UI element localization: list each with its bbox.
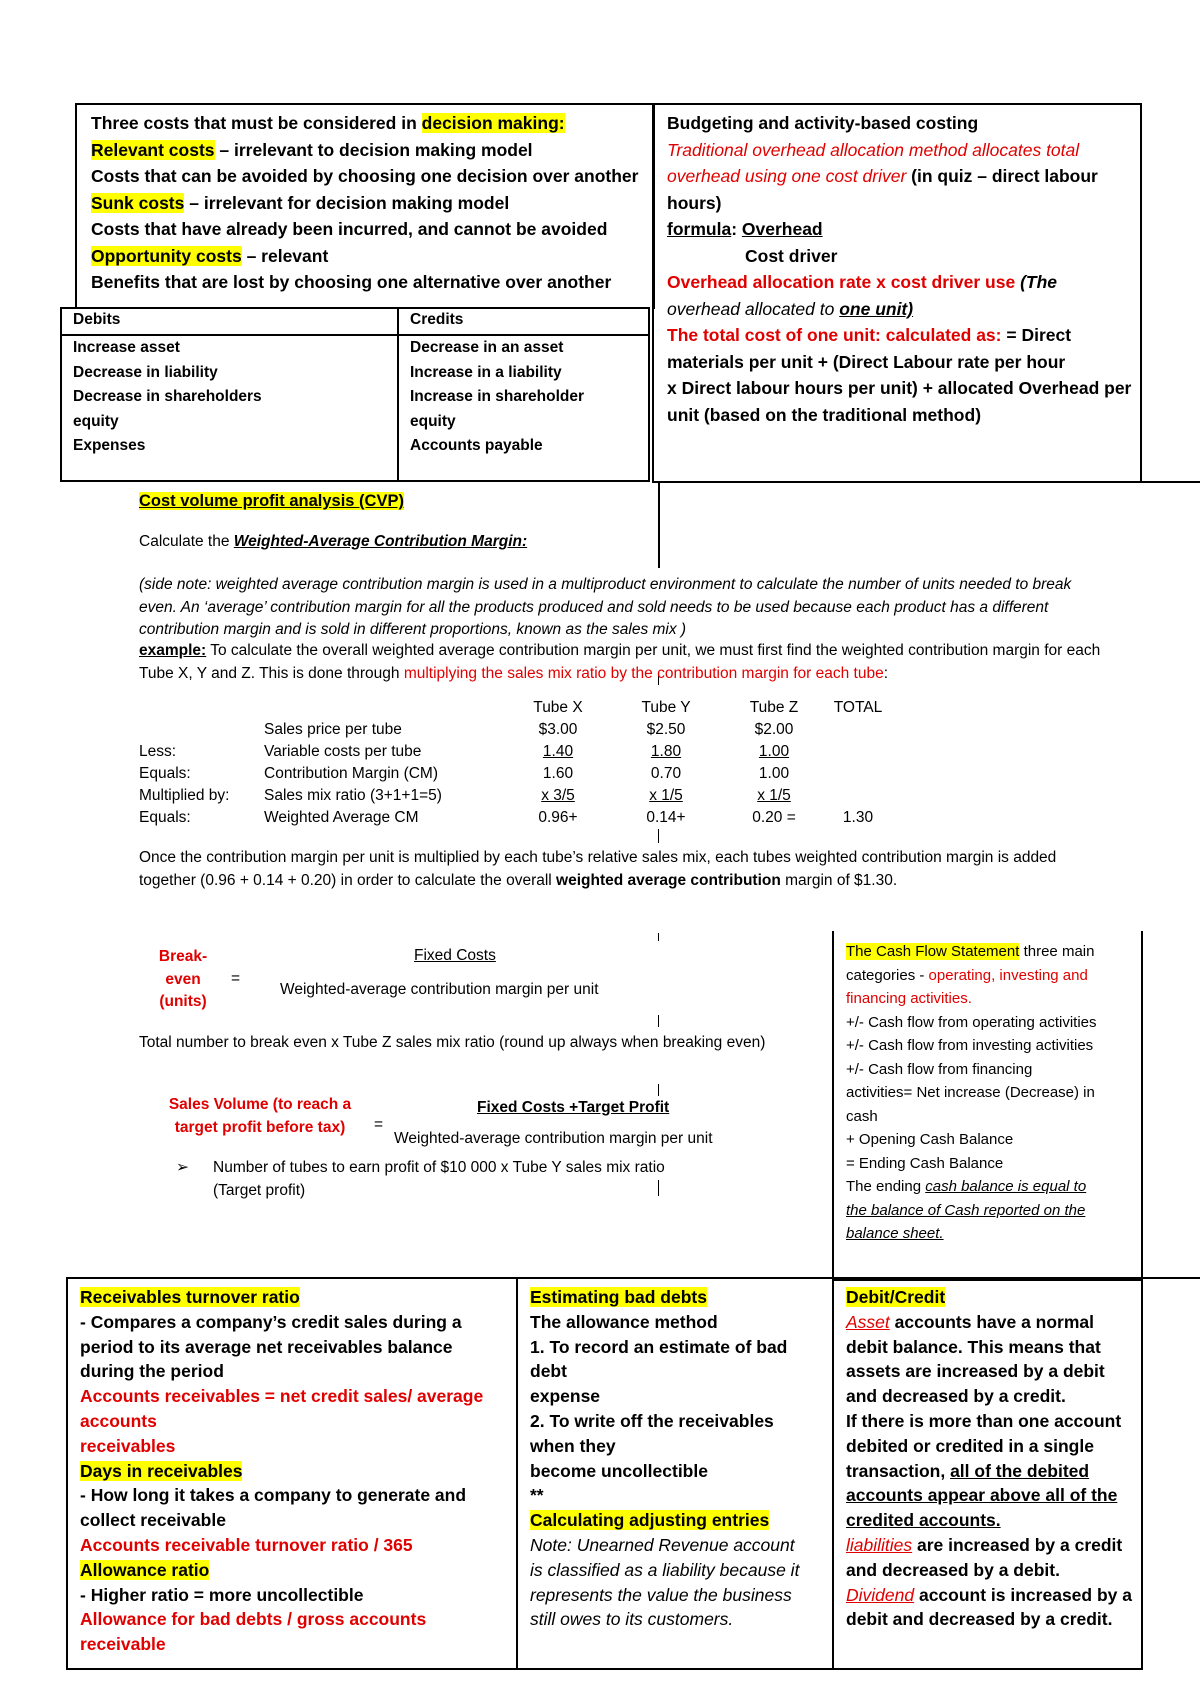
bad-debts-l4: expense — [530, 1386, 601, 1407]
cash-flow-l12: the balance of Cash reported on the — [846, 1201, 1086, 1219]
table-cell: $2.50 — [646, 721, 686, 738]
cvp-calc-b: Weighted-Average Contribution Margin: — [233, 533, 528, 550]
cash-flow-l9: + Opening Cash Balance — [846, 1131, 1014, 1148]
decision-l2b: – irrelevant to decision making model — [214, 139, 533, 160]
formula-label: formula — [667, 219, 732, 239]
column-mark — [658, 1015, 659, 1027]
breakeven-numerator: Fixed Costs — [414, 947, 496, 964]
budgeting-l2: Traditional overhead allocation method allocates total — [667, 139, 1080, 160]
cvp-ex2a: Tube X, Y and Z. This is done through — [139, 664, 404, 682]
table-cell: Contribution Margin (CM) — [264, 765, 438, 782]
table-cell: Equals: — [139, 809, 191, 826]
credit-item: Increase in shareholder — [410, 388, 585, 405]
budgeting-l12: unit (based on the traditional method) — [667, 404, 982, 425]
debit-credit-dividend: Dividend — [846, 1584, 915, 1605]
receivables-l2: period to its average net receivables balance — [80, 1336, 453, 1357]
credit-item: Increase in a liability — [410, 363, 562, 381]
budgeting-l9b: = Direct — [1006, 325, 1072, 345]
cash-flow-l7: activities= Net increase (Decrease) in — [846, 1084, 1095, 1101]
opportunity-costs: Opportunity costs — [91, 245, 242, 266]
debit-item: Expenses — [73, 437, 146, 454]
debit-item: Decrease in liability — [73, 363, 218, 381]
decision-l6b: – relevant — [241, 245, 329, 266]
table-cell: x 1/5 — [649, 787, 683, 804]
debit-credit-liabilities: liabilities — [846, 1534, 913, 1555]
credit-item: Accounts payable — [410, 437, 543, 454]
budgeting-l7a: Overhead allocation rate x cost driver use — [667, 272, 1021, 292]
table-cell: 0.20 = — [752, 809, 796, 826]
receivables-l7: - How long it takes a company to generate and — [80, 1485, 467, 1506]
table-cell: Equals: — [139, 765, 191, 782]
debit-credit-l10b: are increased by a credit — [912, 1534, 1123, 1555]
credit-item: equity — [410, 412, 456, 430]
cvp-title — [139, 490, 404, 512]
table-row — [139, 807, 888, 829]
debit-credit-l2: debit balance. This means that — [846, 1336, 1101, 1357]
table-cell: 1.00 — [758, 743, 790, 760]
cvp-side-note — [139, 574, 1071, 642]
sunk-costs: Sunk costs — [91, 192, 185, 213]
receivables-l5: accounts — [80, 1410, 157, 1431]
budgeting-l10: materials per unit + (Direct Labour rate per hour — [667, 351, 1066, 372]
sales-volume-bullet — [213, 1157, 665, 1202]
sales-volume-label1: Sales Volume (to reach a — [168, 1096, 352, 1113]
table-cell — [828, 763, 888, 785]
bad-debts-n2: is classified as a liability because it — [530, 1559, 800, 1580]
debit-credit-h1: Debit/Credit — [846, 1287, 946, 1307]
budgeting-l7b: (The — [1020, 272, 1058, 292]
table-row — [139, 785, 888, 807]
column-separator — [658, 483, 660, 568]
table-cell: 0.96+ — [538, 809, 578, 826]
table-cell: 1.30 — [842, 809, 874, 826]
receivables-l9: Accounts receivable turnover ratio / 365 — [80, 1534, 413, 1555]
cash-flow-l4: +/- Cash flow from operating activities — [846, 1013, 1097, 1031]
table-column-divider — [397, 307, 399, 482]
cvp-ex2c: : — [883, 664, 889, 682]
table-header-cell: TOTAL — [833, 699, 883, 716]
table-cell: 1.60 — [542, 765, 574, 782]
budgeting-l4: hours) — [667, 192, 722, 213]
table-header-cell — [139, 697, 264, 719]
table-row — [139, 763, 888, 785]
debit-credit-l3: assets are increased by a debit — [846, 1361, 1105, 1382]
budgeting-l8a: overhead allocated to — [667, 298, 840, 319]
table-cell: 1.80 — [650, 743, 682, 760]
table-cell: $2.00 — [754, 721, 794, 738]
cash-flow-title: The Cash Flow Statement — [846, 943, 1020, 960]
cvp-calc-a: Calculate the — [139, 533, 234, 550]
formula-cost-driver: Cost driver — [745, 245, 838, 266]
bad-debts-l7: become uncollectible — [530, 1460, 708, 1481]
decision-l7: Benefits that are lost by choosing one alternative over another — [91, 272, 612, 292]
sales-volume-denominator: Weighted-average contribution margin per unit — [394, 1130, 713, 1147]
bad-debts-l8: ** — [530, 1485, 544, 1506]
debit-credit-l13: debit and decreased by a credit. — [846, 1609, 1113, 1630]
bottom-row-extension — [1142, 1277, 1200, 1279]
cvp-example — [139, 640, 1100, 685]
table-header-cell: Tube Z — [749, 699, 799, 716]
table-cell: 0.14+ — [646, 809, 686, 826]
table-cell: 1.00 — [758, 765, 790, 782]
cvp-note1: (side note: weighted average contribution margin is used in a multiproduct environment to calculate the number of units needed to break — [139, 576, 1072, 593]
debit-credit-l8: accounts appear above all of the — [846, 1485, 1118, 1506]
bad-debts-l5: 2. To write off the receivables — [530, 1410, 774, 1431]
budgeting-l8b: one unit) — [839, 298, 914, 319]
cash-flow-l2a: categories - — [846, 966, 929, 984]
debits-header: Debits — [73, 311, 121, 328]
breakeven-label3: (units) — [159, 993, 207, 1010]
bad-debts-n4: still owes to its customers. — [530, 1609, 734, 1630]
sales-volume-label2: target profit before tax) — [174, 1118, 346, 1136]
table-cell: Less: — [139, 743, 177, 760]
table-cell: Variable costs per tube — [264, 743, 422, 760]
budgeting-text — [667, 110, 1131, 428]
column-mark — [658, 829, 659, 843]
breakeven-label — [148, 946, 218, 1014]
table-row — [139, 741, 888, 763]
receivables-l10: - Higher ratio = more uncollectible — [80, 1584, 364, 1605]
table-cell: Sales price per tube — [264, 721, 402, 738]
table-header-cell: Tube X — [533, 699, 583, 716]
table-cell: x 3/5 — [541, 787, 575, 804]
cvp-once1: Once the contribution margin per unit is multiplied by each tube’s relative sales mix, each tubes weighted contribution margin is added — [139, 849, 1057, 866]
bad-debts-l2: 1. To record an estimate of bad — [530, 1336, 788, 1357]
bad-debts-l1: The allowance method — [530, 1311, 718, 1332]
cvp-ex2b: multiplying the sales mix ratio by the contribution margin for each tube — [403, 664, 884, 682]
sales-volume-bullet-icon: ➢ — [176, 1159, 189, 1176]
receivables-l8: collect receivable — [80, 1510, 226, 1531]
credits-header: Credits — [410, 311, 464, 328]
decision-l5: Costs that have already been incurred, and cannot be avoided — [91, 219, 608, 239]
formula-overhead: Overhead — [741, 219, 823, 239]
table-cell — [828, 741, 888, 763]
cash-flow-l10: = Ending Cash Balance — [846, 1154, 1004, 1172]
credit-item: Decrease in an asset — [410, 339, 564, 356]
cvp-once2b: weighted average contribution — [556, 871, 781, 889]
sales-volume-bullet1: Number of tubes to earn profit of $10 000 x Tube Y sales mix ratio — [213, 1159, 665, 1176]
debits-list — [73, 336, 262, 459]
debit-credit-text — [846, 1285, 1132, 1632]
table-cell: Sales mix ratio (3+1+1=5) — [264, 787, 442, 804]
cash-flow-text — [846, 940, 1097, 1246]
receivables-h1: Receivables turnover ratio — [80, 1287, 300, 1307]
relevant-costs: Relevant costs — [91, 139, 215, 160]
cash-flow-l5: +/- Cash flow from investing activities — [846, 1037, 1094, 1054]
cvp-title-text: Cost volume profit analysis (CVP) — [139, 492, 404, 510]
breakeven-total-note: Total number to break even x Tube Z sales mix ratio (round up always when breaking even) — [139, 1034, 766, 1051]
budgeting-title: Budgeting and activity-based costing — [667, 113, 979, 133]
bad-debts-l3: debt — [530, 1361, 567, 1382]
table-cell — [828, 785, 888, 807]
receivables-l4: Accounts receivables = net credit sales/ average — [80, 1386, 484, 1407]
decision-making-highlight: decision making: — [421, 113, 565, 133]
contribution-margin-table — [139, 697, 888, 829]
cvp-note2: even. An ‘average’ contribution margin for all the products produced and sold needs to be used because each product has a different — [139, 598, 1049, 616]
cash-flow-l3: financing activities. — [846, 990, 972, 1007]
receivables-text — [80, 1285, 483, 1657]
bad-debts-n3: represents the value the business — [530, 1584, 792, 1605]
table-cell: 1.40 — [542, 743, 574, 760]
table-row — [139, 719, 888, 741]
cash-flow-t1b: three main — [1019, 943, 1095, 960]
receivables-l1: - Compares a company’s credit sales during a — [80, 1311, 462, 1332]
cash-flow-l13: balance sheet. — [846, 1225, 944, 1242]
sales-volume-bullet2: (Target profit) — [213, 1181, 306, 1199]
debit-item: Increase asset — [73, 339, 180, 356]
debit-item: equity — [73, 412, 119, 430]
receivables-l11: Allowance for bad debts / gross accounts — [80, 1609, 427, 1630]
sales-volume-numerator: Fixed Costs +Target Profit — [477, 1099, 670, 1116]
sales-volume-label — [160, 1094, 360, 1139]
column-mark — [658, 1084, 659, 1096]
example-label: example: — [139, 642, 207, 659]
table-cell: Weighted Average CM — [264, 809, 419, 826]
receivables-h3: Allowance ratio — [80, 1559, 210, 1580]
column-mark — [658, 933, 659, 941]
cash-flow-l2b: operating, investing and — [928, 966, 1088, 984]
decision-l1a: Three costs that must be considered in — [91, 113, 422, 133]
cvp-once-paragraph — [139, 847, 1056, 892]
debit-credit-l9: credited accounts. — [846, 1510, 1001, 1531]
cvp-ex1: To calculate the overall weighted average contribution margin per unit, we must first find the weighted contribution margin for each — [206, 642, 1101, 659]
debit-credit-l4: and decreased by a credit. — [846, 1386, 1066, 1407]
cash-flow-l6: +/- Cash flow from financing — [846, 1060, 1033, 1078]
budgeting-l3a: overhead using one cost driver — [667, 166, 907, 186]
debit-credit-asset: Asset — [846, 1311, 890, 1332]
budgeting-l9a: The total cost of one unit: calculated as: — [667, 325, 1007, 345]
sales-volume-equals: = — [374, 1116, 384, 1133]
cash-flow-l8: cash — [846, 1107, 878, 1125]
decision-l4b: – irrelevant for decision making model — [184, 192, 510, 213]
debit-credit-l1b: accounts have a normal — [889, 1311, 1095, 1332]
debit-credit-l7a: transaction, — [846, 1460, 951, 1481]
table-cell: x 1/5 — [757, 787, 791, 804]
budgeting-l5b: : — [731, 219, 742, 239]
budgeting-l3b: (in quiz – direct labour — [906, 166, 1098, 186]
bad-debts-text — [530, 1285, 799, 1632]
cvp-note3: contribution margin and is sold in different proportions, known as the sales mix ) — [139, 621, 687, 638]
credits-list — [410, 336, 584, 459]
table-header-row — [139, 697, 888, 719]
bad-debts-h2: Calculating adjusting entries — [530, 1510, 770, 1531]
budgeting-box-extension — [1142, 481, 1200, 483]
table-header-cell: Tube Y — [641, 699, 691, 716]
decision-l3: Costs that can be avoided by choosing one decision over another — [91, 166, 639, 186]
table-header-cell — [264, 697, 504, 719]
table-cell — [139, 719, 264, 741]
cash-flow-l11a: The ending — [846, 1178, 926, 1195]
table-cell: $3.00 — [538, 721, 578, 738]
cash-flow-l11b: cash balance is equal to — [925, 1178, 1087, 1195]
bad-debts-l6: when they — [530, 1435, 616, 1456]
debit-credit-l6: debited or credited in a single — [846, 1435, 1094, 1456]
budgeting-l11: x Direct labour hours per unit) + allocated Overhead per — [667, 378, 1132, 398]
breakeven-label2: even — [165, 970, 201, 988]
breakeven-denominator: Weighted-average contribution margin per unit — [280, 981, 599, 998]
table-cell — [828, 719, 888, 741]
table-cell: Multiplied by: — [139, 787, 230, 804]
debit-credit-l12b: account is increased by a — [914, 1584, 1132, 1605]
cvp-once2c: margin of $1.30. — [780, 871, 898, 889]
debit-credit-l5: If there is more than one account — [846, 1410, 1122, 1431]
receivables-l3: during the period — [80, 1361, 224, 1382]
cvp-calc-line — [139, 531, 527, 554]
receivables-l6: receivables — [80, 1435, 176, 1456]
bad-debts-n1: Note: Unearned Revenue account — [530, 1534, 795, 1555]
bad-debts-h1: Estimating bad debts — [530, 1287, 707, 1307]
breakeven-label1: Break- — [158, 948, 208, 965]
decision-making-text — [91, 110, 638, 296]
cvp-once2a: together (0.96 + 0.14 + 0.20) in order to calculate the overall — [139, 871, 557, 889]
debit-credit-l11: and decreased by a debit. — [846, 1559, 1060, 1580]
debit-credit-l7b: all of the debited — [950, 1460, 1090, 1481]
table-cell: 0.70 — [650, 765, 682, 782]
breakeven-equals: = — [231, 970, 241, 987]
receivables-h2: Days in receivables — [80, 1460, 243, 1481]
receivables-l12: receivable — [80, 1634, 166, 1655]
debit-item: Decrease in shareholders — [73, 388, 262, 405]
